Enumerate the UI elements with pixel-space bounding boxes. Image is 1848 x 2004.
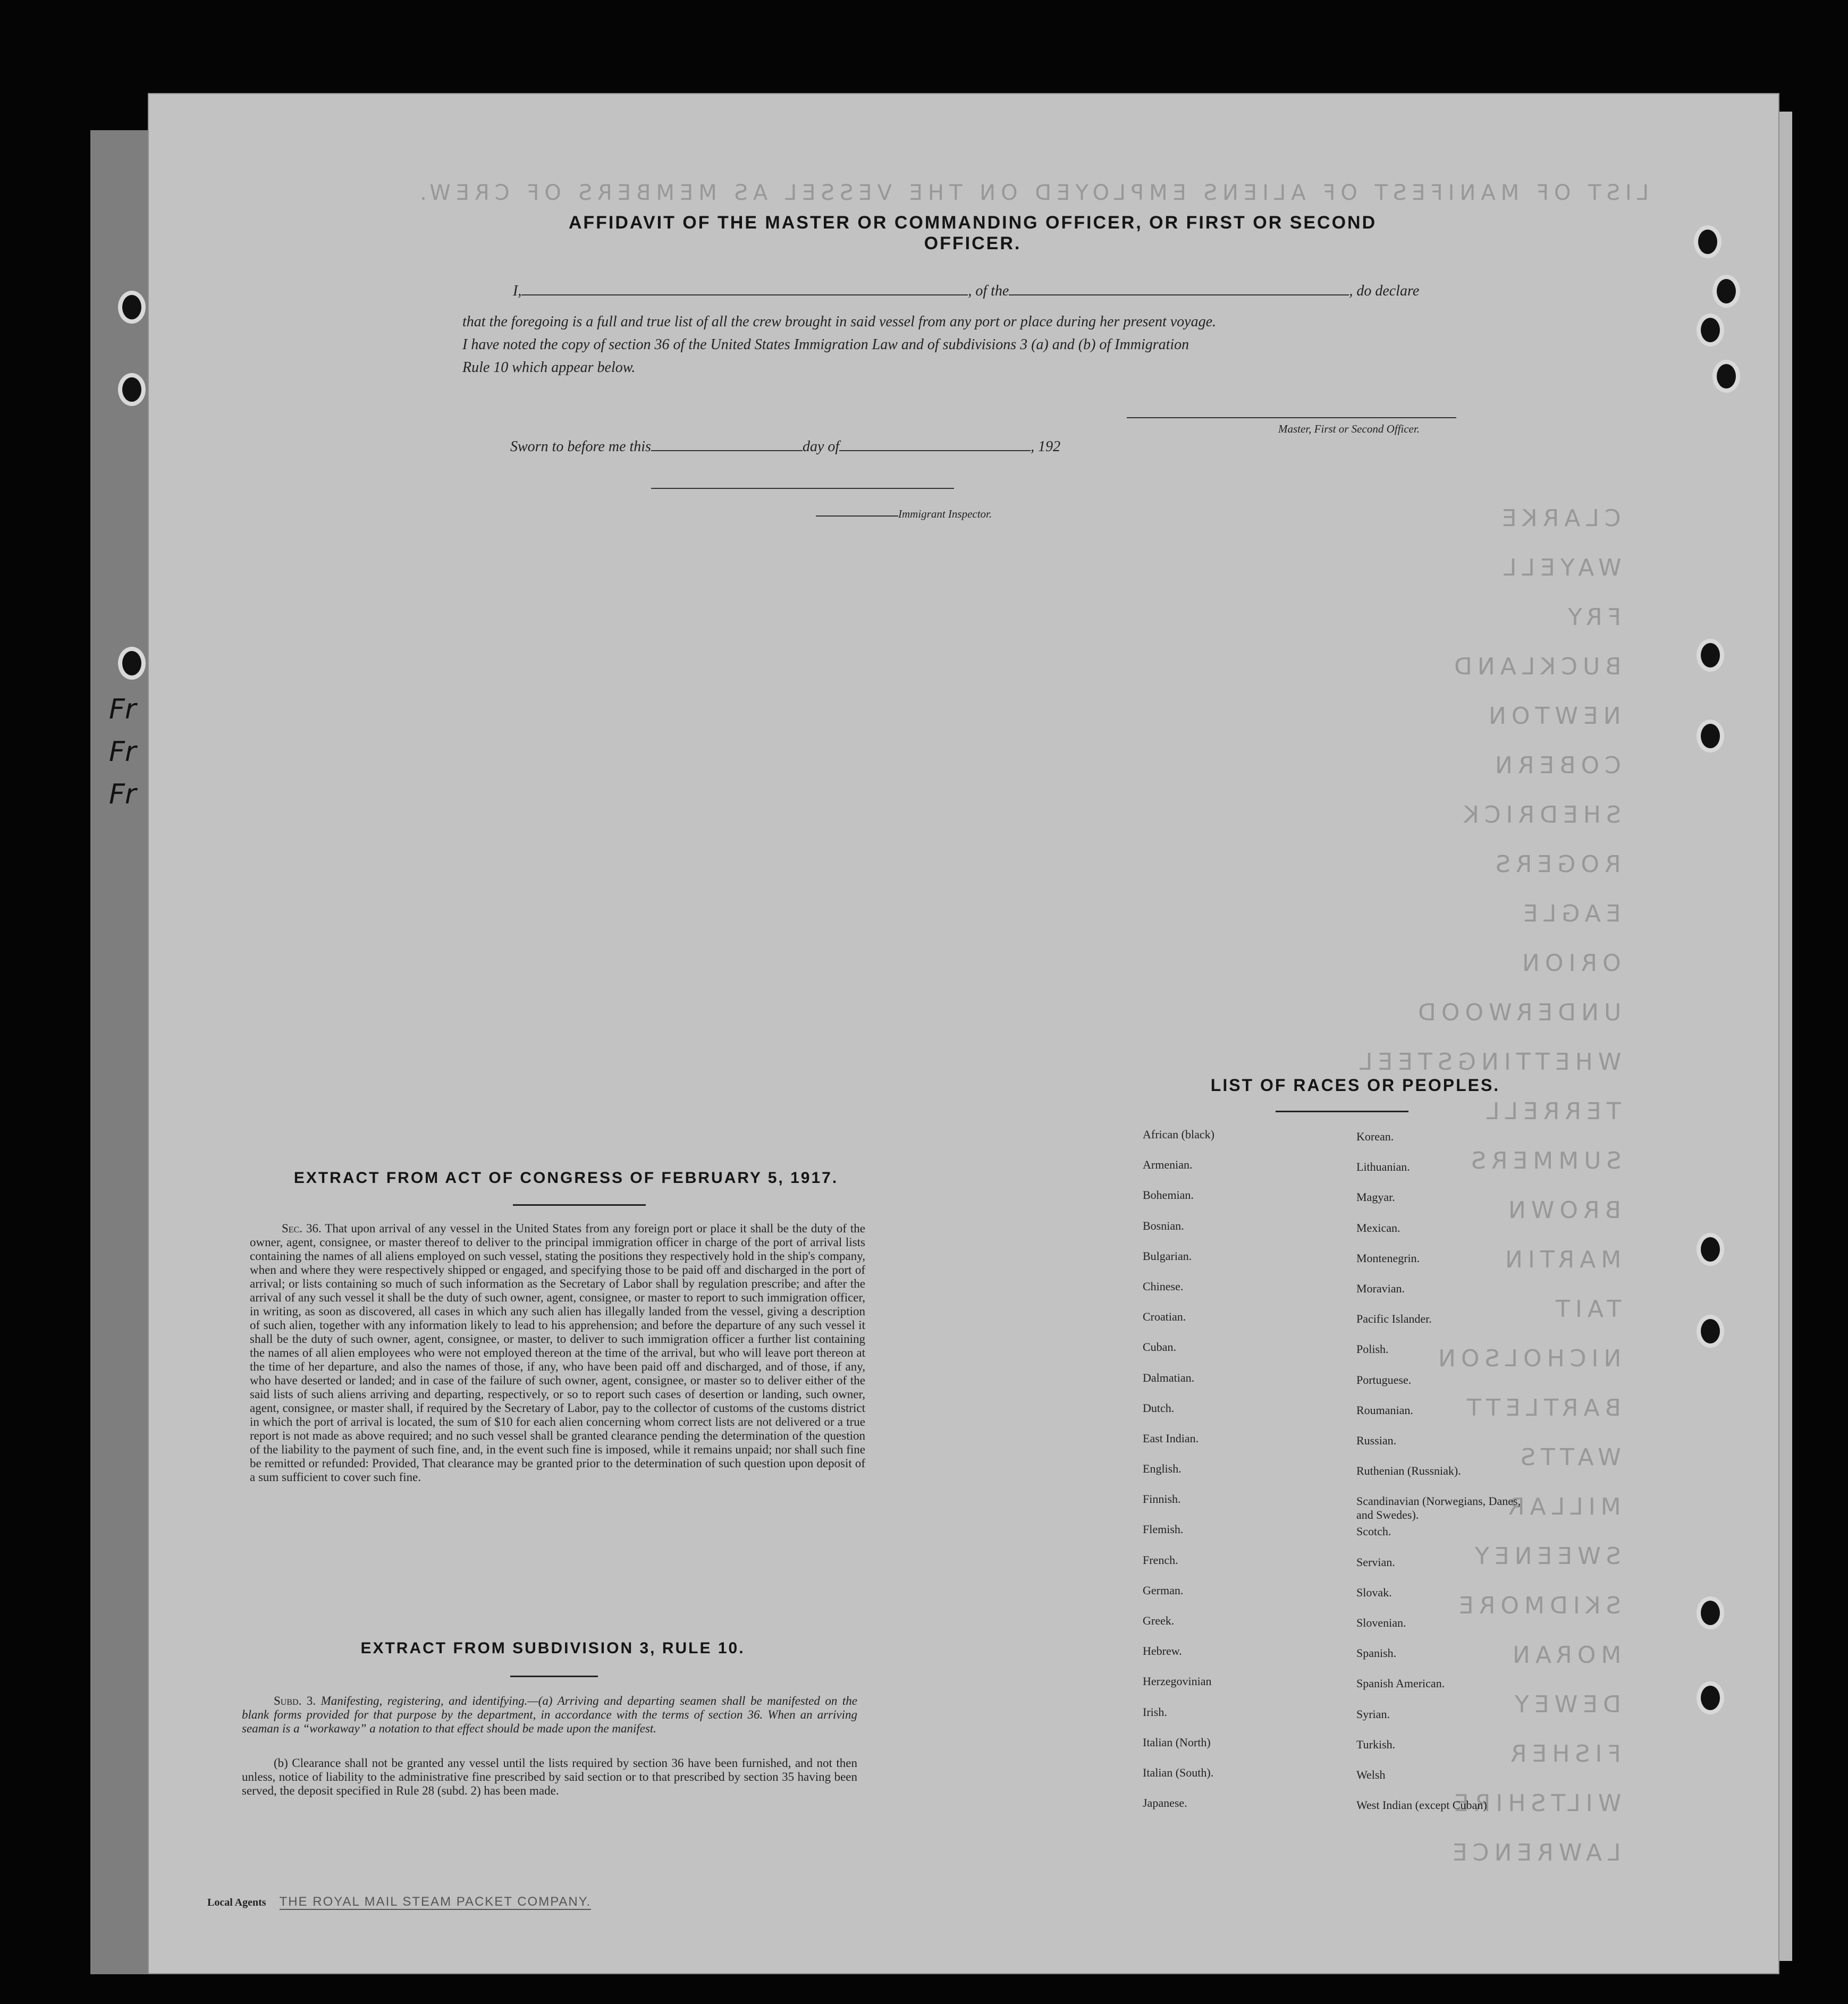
affidavit-line-4: Rule 10 which appear below. — [462, 359, 636, 376]
sworn-mid: day of — [802, 438, 840, 455]
race-item: Dalmatian. — [1143, 1371, 1195, 1384]
race-item: Portuguese. — [1356, 1373, 1412, 1386]
race-item: Italian (South). — [1143, 1765, 1214, 1779]
punch-hole — [1701, 1237, 1720, 1262]
affidavit-prefix: I, — [513, 283, 522, 299]
race-item: Italian (North) — [1143, 1735, 1211, 1749]
punch-hole — [1717, 364, 1736, 388]
bleedthrough-name: CLARKE — [1497, 505, 1621, 532]
punch-hole — [1701, 1686, 1720, 1710]
race-item: Servian. — [1356, 1555, 1395, 1569]
bleedthrough-name: FISHER — [1505, 1740, 1621, 1768]
bleedthrough-name: NICHOLSON — [1432, 1345, 1621, 1372]
race-item: Spanish American. — [1356, 1677, 1445, 1690]
race-item: Polish. — [1356, 1342, 1389, 1356]
bleedthrough-name: SUMMERS — [1465, 1147, 1621, 1174]
punch-hole — [122, 295, 141, 319]
race-item: Mexican. — [1356, 1221, 1400, 1234]
bleedthrough-name: MORAN — [1507, 1642, 1621, 1669]
race-item: Turkish. — [1356, 1737, 1396, 1751]
bleedthrough-name: ORION — [1517, 950, 1621, 977]
race-item: Finnish. — [1143, 1492, 1181, 1506]
race-item: Bosnian. — [1143, 1219, 1184, 1232]
bleedthrough-name: BROWN — [1503, 1197, 1621, 1224]
affidavit-line-2: that the foregoing is a full and true list of all the crew brought in said vessel from any port or place during her present voyage. — [462, 314, 1217, 330]
bleedthrough-name: WILTSHIRE — [1448, 1790, 1621, 1817]
bleedthrough-name: BARTLETT — [1462, 1394, 1621, 1422]
bleedthrough-name: SWEENEY — [1470, 1543, 1621, 1570]
bleedthrough-name: TERRELL — [1481, 1098, 1621, 1125]
race-item: East Indian. — [1143, 1431, 1199, 1445]
bleedthrough-name: SHEDRICK — [1458, 801, 1621, 828]
bleedthrough-name: DEWEY — [1509, 1691, 1621, 1718]
race-item: Roumanian. — [1356, 1403, 1413, 1417]
race-item: Magyar. — [1356, 1190, 1395, 1204]
sworn-suffix: , 192 — [1031, 438, 1061, 455]
affidavit-title: AFFIDAVIT OF THE MASTER OR COMMANDING OFFICER, OR FIRST OR SECOND OFFICER. — [568, 213, 1377, 253]
punch-hole — [1701, 1601, 1720, 1625]
bleedthrough-name: MARTIN — [1499, 1246, 1621, 1273]
race-item: Russian. — [1356, 1433, 1397, 1447]
races-title: LIST OF RACES OR PEOPLES. — [1210, 1076, 1500, 1095]
race-item: Syrian. — [1356, 1707, 1390, 1721]
vessel-name-blank[interactable] — [1009, 282, 1349, 295]
race-item: Montenegrin. — [1356, 1251, 1420, 1265]
bleedthrough-name: ROGERS — [1490, 851, 1621, 878]
section-36-label: Sec. 36. — [282, 1222, 322, 1235]
race-item: Scandinavian (Norwegians, Danes, and Swedes). — [1356, 1494, 1521, 1522]
affidavit-mid: , of the — [968, 283, 1009, 299]
affidavit-line-3: I have noted the copy of section 36 of the United States Immigration Law and of subdivisions 3 (a) and (b) of Immigration — [462, 336, 1189, 353]
race-item: Hebrew. — [1143, 1644, 1182, 1658]
bleedthrough-name: LAWRENCE — [1447, 1839, 1621, 1866]
race-item: Scotch. — [1356, 1525, 1391, 1538]
race-item: German. — [1143, 1583, 1184, 1597]
sworn-day-blank[interactable] — [651, 437, 803, 451]
margin-mark: Fr — [109, 736, 137, 768]
sworn-month-blank[interactable] — [839, 437, 1031, 451]
bleedthrough-name: BUCKLAND — [1448, 653, 1621, 680]
race-item: Bulgarian. — [1143, 1249, 1192, 1263]
master-signature-line[interactable] — [1127, 417, 1456, 418]
bleedthrough-name: UNDERWOOD — [1412, 999, 1621, 1026]
company-stamp: THE ROYAL MAIL STEAM PACKET COMPANY. — [279, 1895, 592, 1909]
punch-hole — [122, 651, 141, 675]
bleedthrough-name: MILLAR — [1503, 1493, 1621, 1520]
inspector-caption: Immigrant Inspector. — [898, 508, 992, 520]
punch-hole — [122, 377, 141, 402]
punch-hole — [1717, 279, 1736, 303]
subd-a-text: Manifesting, registering, and identifying.—(a) Arriving and departing seamen shall be manifested on the blank forms provided for that purpose by the department, in accordance with the terms of section 36. When an arriving seaman is a “workaway” a notation to that effect should be made upon the manifest. — [242, 1694, 857, 1735]
bleedthrough-name: EAGLE — [1518, 900, 1621, 927]
race-item: Chinese. — [1143, 1279, 1184, 1293]
local-agents-label: Local Agents — [207, 1897, 266, 1908]
race-item: Herzegovinian — [1143, 1675, 1212, 1688]
punch-hole — [1701, 643, 1720, 667]
bleedthrough-name: WAYELL — [1498, 554, 1621, 581]
punch-hole — [1701, 724, 1720, 748]
section-36-body: That upon arrival of any vessel in the United States from any foreign port or place it shall be the duty of the owner, agent, consignee, or master thereof to deliver to the principal immigration officer in charge of the port of arrival lists containing the names of all aliens employed on such vessel, stating the positions they respectively hold in the ship's company, when and where they were respectively shipped or engaged, and specifying those to be paid off and discharged in the port of arrival; or lists containing so much of such information as the Secretary of Labor shall by regulation prescribe; and after the arrival of any such vessel it shall be the duty of such owner, agent, consignee, or master to report to such immigration officer, in writing, as soon as discovered, all cases in which any such alien has illegally landed from the vessel, giving a description of such alien, together with any information likely to lead to his apprehension; and before the departure of any such vessel it shall be the duty of such owner, agent, consignee, or master, to deliver to such immigration officer a further list containing the names of all alien employees who were not employed thereon at the time of the arrival, but who will leave port thereon at the time of her departure, and also the names of those, if any, who have been paid off and discharged, and of those, if any, who have deserted or landed; and in case of the failure of such owner, agent, consignee, or master so to deliver either of the said lists of such aliens arriving and departing, respectively, or so to report such cases of desertion or landing, such owner, agent, consignee, or master shall, if required by the Secretary of Labor, pay to the collector of customs of the customs district in which the port of arrival is located, the sum of $10 for each alien concerning whom correct lists are not delivered or a true report is not made as above required; and no such vessel shall be granted clearance pending the determination of the question of the liability to the payment of such fine, and, in the event such fine is imposed, while it remains unpaid; nor shall such fine be remitted or refunded: Provided, That clearance may be granted prior to the determination of such question upon deposit of a sum sufficient to cover such fine. — [250, 1222, 865, 1484]
race-item: Armenian. — [1143, 1158, 1193, 1172]
bleedthrough-header: LIST OF MANIFEST OF ALIENS EMPLOYED ON THE VESSEL AS MEMBERS OF CREW. — [415, 181, 1649, 205]
subd-label: Subd. 3. — [274, 1694, 316, 1707]
race-item: Pacific Islander. — [1356, 1312, 1432, 1326]
bleedthrough-name: NEWTON — [1483, 703, 1621, 730]
race-item: West Indian (except Cuban) — [1356, 1798, 1487, 1812]
race-item: English. — [1143, 1462, 1182, 1476]
race-item: African (black) — [1143, 1128, 1214, 1141]
act-title-rule — [513, 1204, 646, 1206]
race-item: Ruthenian (Russniak). — [1356, 1464, 1461, 1478]
bleedthrough-name: SKIDMORE — [1454, 1592, 1621, 1619]
master-signature-caption: Master, First or Second Officer. — [1278, 422, 1420, 435]
race-item: Moravian. — [1356, 1281, 1405, 1295]
race-item: Lithuanian. — [1356, 1160, 1410, 1174]
bleedthrough-name: COBERN — [1490, 752, 1621, 779]
race-item: Cuban. — [1143, 1340, 1176, 1354]
master-name-blank[interactable] — [521, 282, 968, 295]
punch-hole — [1701, 318, 1720, 342]
race-item: Slovenian. — [1356, 1616, 1406, 1629]
sworn-line — [510, 437, 1060, 455]
race-item: Croatian. — [1143, 1310, 1186, 1324]
race-item: Slovak. — [1356, 1585, 1392, 1599]
punch-hole — [1698, 230, 1717, 254]
section-36-text — [250, 1222, 865, 1484]
race-item: Japanese. — [1143, 1796, 1187, 1810]
races-title-rule — [1276, 1111, 1408, 1112]
affidavit-declaration-line — [513, 282, 1419, 300]
race-item: French. — [1143, 1553, 1178, 1567]
race-item: Greek. — [1143, 1614, 1175, 1627]
bleedthrough-name: WATTS — [1515, 1444, 1621, 1471]
local-agents-line — [207, 1895, 591, 1909]
race-item: Welsh — [1356, 1768, 1386, 1781]
affidavit-suffix: , do declare — [1349, 283, 1420, 299]
punch-hole — [1701, 1319, 1720, 1343]
race-item: Dutch. — [1143, 1401, 1175, 1415]
margin-mark: Fr — [109, 694, 137, 725]
bleedthrough-name: TAIT — [1550, 1296, 1621, 1323]
rule-extract-title: EXTRACT FROM SUBDIVISION 3, RULE 10. — [360, 1639, 745, 1657]
subdivision-3-a — [242, 1694, 857, 1736]
race-item: Spanish. — [1356, 1646, 1397, 1660]
race-item: Flemish. — [1143, 1523, 1184, 1536]
races-right-column — [1356, 1130, 1526, 1829]
races-left-column — [1143, 1128, 1214, 1827]
race-item: Bohemian. — [1143, 1188, 1194, 1202]
rule-title-rule — [510, 1676, 598, 1677]
sworn-prefix: Sworn to before me this — [510, 438, 651, 455]
act-extract-title: EXTRACT FROM ACT OF CONGRESS OF FEBRUARY 5, 1917. — [293, 1169, 839, 1187]
inspector-short-line — [816, 515, 898, 517]
race-item: Irish. — [1143, 1705, 1167, 1719]
subdivision-3-b: (b) Clearance shall not be granted any vessel until the lists required by section 36 have been furnished, and not then unless, notice of liability to the administrative fine prescribed by said section or to that prescribed by section 35 having been served, the deposit specified in Rule 28 (subd. 2) has been made. — [242, 1756, 857, 1797]
margin-mark: Fr — [109, 779, 137, 810]
bleedthrough-name: WHETTINGSTEEL — [1354, 1048, 1621, 1076]
bleedthrough-name: FRY — [1563, 604, 1621, 631]
race-item: Korean. — [1356, 1130, 1394, 1143]
inspector-signature-line[interactable] — [651, 488, 954, 489]
